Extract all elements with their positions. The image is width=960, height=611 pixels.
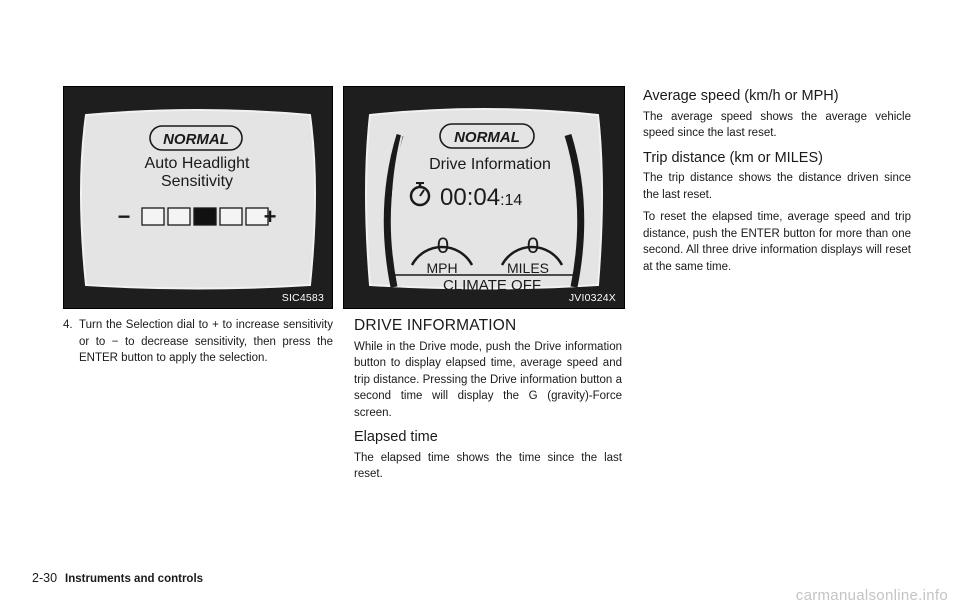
drive-information-section — [354, 318, 622, 489]
elapsed-time-body: The elapsed time shows the time since the last reset. — [354, 451, 622, 480]
page-footer — [32, 571, 203, 585]
headlight-sensitivity-screen — [64, 87, 332, 308]
normal-badge-text: NORMAL — [454, 129, 520, 146]
page-number: 2-30 — [32, 571, 58, 585]
average-speed-body: The average speed shows the average vehicle speed since the last reset. — [643, 110, 911, 139]
sensitivity-segment — [220, 208, 242, 225]
figure-auto-headlight-sensitivity — [63, 86, 333, 309]
elapsed-time-heading: Elapsed time — [354, 429, 438, 445]
figure-code: JVI0324X — [568, 292, 616, 304]
minus-icon: − — [117, 204, 131, 229]
distance-value: 0 — [526, 233, 540, 258]
step-text: Turn the Selection dial to + to increase sensitivity or to − to decrease sensitivity, then press the ENTER button to apply the selection. — [79, 319, 333, 364]
step-number: 4. — [63, 319, 73, 331]
plus-icon: + — [263, 204, 277, 229]
right-column — [643, 88, 911, 281]
trip-distance-heading: Trip distance (km or MILES) — [643, 149, 823, 166]
normal-badge-text: NORMAL — [163, 131, 229, 148]
speed-value: 0 — [436, 233, 450, 258]
screen-title-line1: Auto Headlight — [144, 155, 250, 172]
section-body: While in the Drive mode, push the Drive information button to display elapsed time, average speed and trip distance. Pressing the Drive information button a second time will display the G (gravity)-Force screen. — [354, 340, 622, 419]
figure-code: SIC4583 — [281, 292, 324, 304]
climate-status: CLIMATE OFF — [442, 277, 542, 294]
screen-title-line2: Sensitivity — [160, 173, 234, 190]
section-name: Instruments and controls — [65, 573, 204, 585]
watermark: carmanualsonline.info — [795, 587, 948, 604]
timer-seconds: :14 — [500, 192, 523, 209]
speed-unit: MPH — [426, 260, 458, 276]
figure-drive-information — [343, 86, 625, 309]
timer-main: 00:04 — [440, 184, 501, 211]
drive-information-screen — [344, 87, 624, 308]
sensitivity-segment-active — [194, 208, 216, 225]
sensitivity-segment — [168, 208, 190, 225]
screen-title: Drive Information — [429, 156, 551, 173]
sensitivity-segment — [142, 208, 164, 225]
sensitivity-level-bar — [142, 208, 268, 225]
section-heading: DRIVE INFORMATION — [354, 317, 517, 334]
reset-instructions: To reset the elapsed time, average speed and trip distance, push the ENTER button for more than one second. All three drive information displays will reset at the same time. — [643, 211, 911, 273]
distance-unit: MILES — [506, 260, 550, 276]
trip-distance-body: The trip distance shows the distance driven since the last reset. — [643, 172, 911, 201]
average-speed-heading: Average speed (km/h or MPH) — [643, 88, 839, 104]
